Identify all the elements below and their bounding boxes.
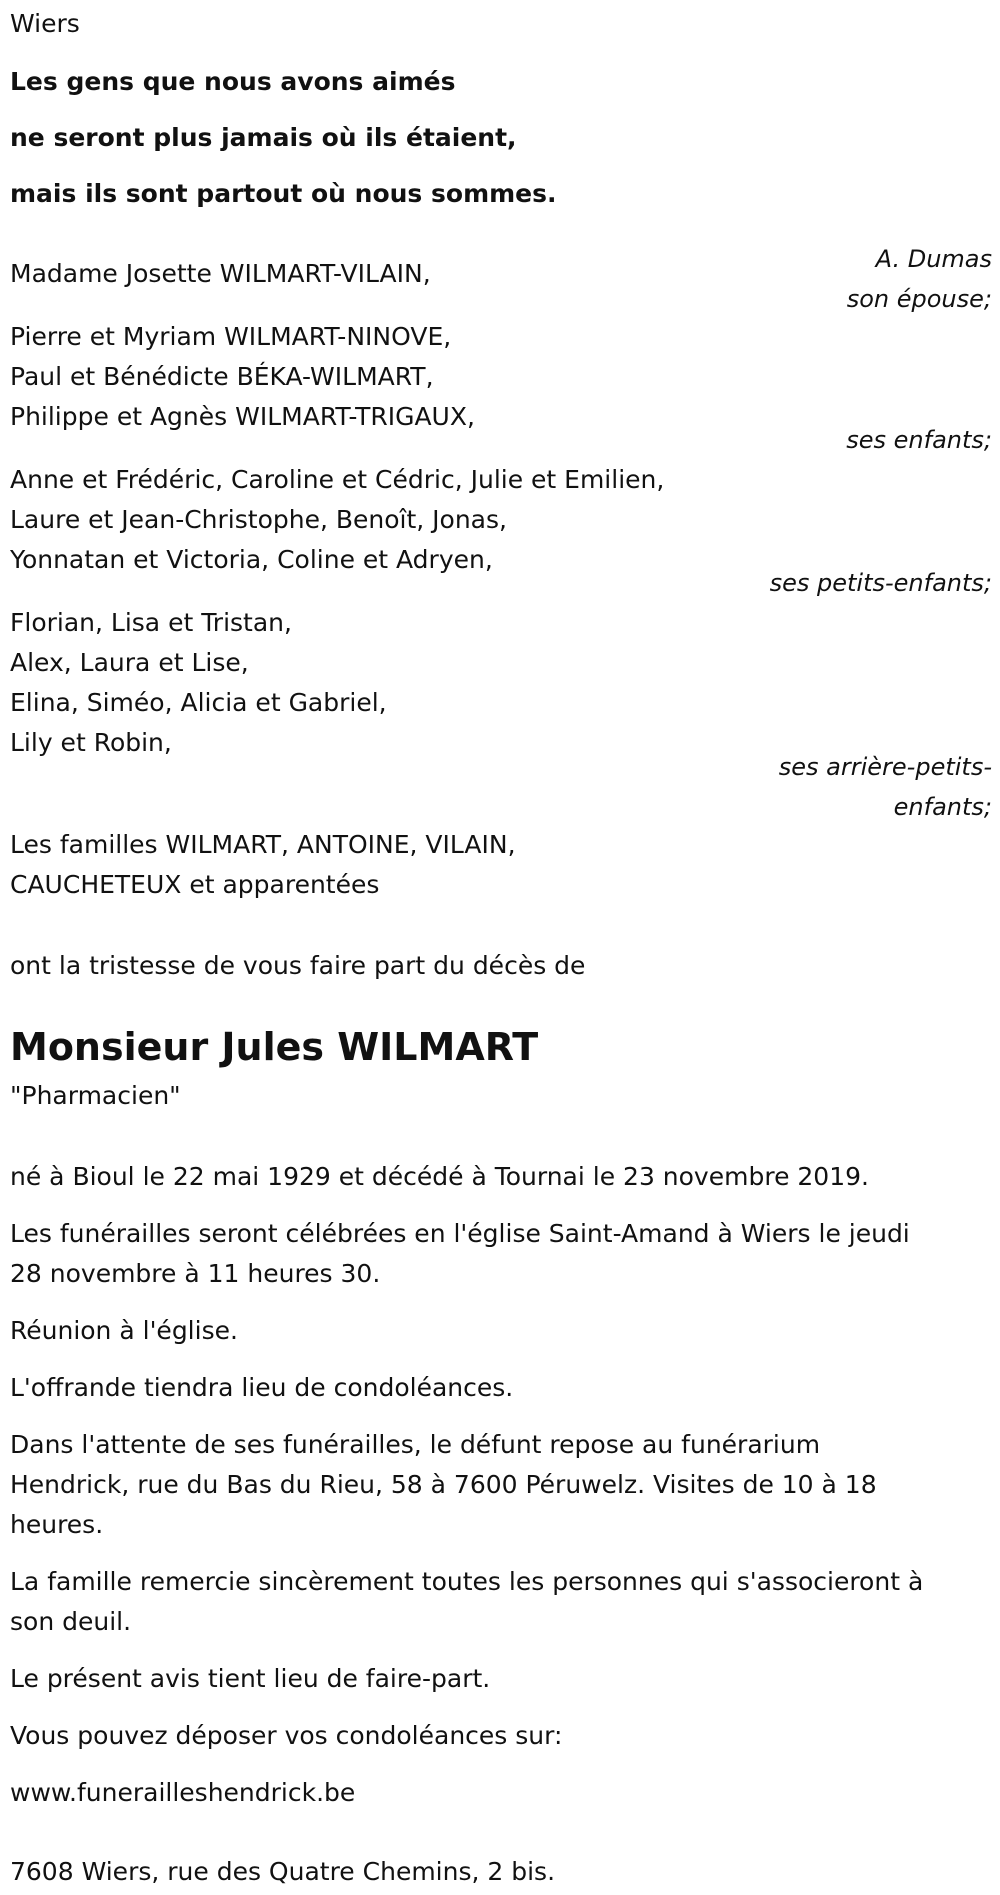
spouse-relation: son épouse; <box>846 285 992 313</box>
great-grandchildren-line-3: Elina, Siméo, Alicia et Gabriel, <box>10 688 387 717</box>
thanks-line-2: son deuil. <box>10 1607 132 1636</box>
condolences-intro: Vous pouvez déposer vos condoléances sur: <box>10 1721 563 1750</box>
deceased-name: Monsieur Jules WILMART <box>10 1025 539 1069</box>
children-line-1: Pierre et Myriam WILMART-NINOVE, <box>10 322 452 351</box>
children-relation: ses enfants; <box>846 426 992 454</box>
great-grandchildren-relation-1: ses arrière-petits- <box>778 753 992 781</box>
great-grandchildren-line-1: Florian, Lisa et Tristan, <box>10 608 292 637</box>
quote-line-3: mais ils sont partout où nous sommes. <box>10 179 557 208</box>
rest-line-1: Dans l'attente de ses funérailles, le défunt repose au funérarium <box>10 1430 821 1459</box>
spouse-line: Madame Josette WILMART-VILAIN, <box>10 259 431 288</box>
families-line-2: CAUCHETEUX et apparentées <box>10 870 380 899</box>
families-line-1: Les familles WILMART, ANTOINE, VILAIN, <box>10 830 516 859</box>
grandchildren-line-1: Anne et Frédéric, Caroline et Cédric, Julie et Emilien, <box>10 465 665 494</box>
offering-text: L'offrande tiendra lieu de condoléances. <box>10 1373 514 1402</box>
rest-line-2: Hendrick, rue du Bas du Rieu, 58 à 7600 Péruwelz. Visites de 10 à 18 <box>10 1470 877 1499</box>
notice-text: Le présent avis tient lieu de faire-part. <box>10 1664 491 1693</box>
location-label: Wiers <box>10 9 80 38</box>
great-grandchildren-relation-2: enfants; <box>893 793 992 821</box>
announcement-text: ont la tristesse de vous faire part du décès de <box>10 951 586 980</box>
grandchildren-relation: ses petits-enfants; <box>769 569 992 597</box>
quote-line-2: ne seront plus jamais où ils étaient, <box>10 123 517 152</box>
quote-line-1: Les gens que nous avons aimés <box>10 67 456 96</box>
website-link[interactable]: www.funerailleshendrick.be <box>10 1778 356 1807</box>
meeting-text: Réunion à l'église. <box>10 1316 238 1345</box>
great-grandchildren-line-2: Alex, Laura et Lise, <box>10 648 249 677</box>
deceased-title: "Pharmacien" <box>10 1081 181 1110</box>
quote-author: A. Dumas <box>875 245 992 273</box>
children-line-3: Philippe et Agnès WILMART-TRIGAUX, <box>10 402 475 431</box>
thanks-line-1: La famille remercie sincèrement toutes les personnes qui s'associeront à <box>10 1567 924 1596</box>
birth-death-text: né à Bioul le 22 mai 1929 et décédé à Tournai le 23 novembre 2019. <box>10 1162 869 1191</box>
funeral-line-2: 28 novembre à 11 heures 30. <box>10 1259 381 1288</box>
great-grandchildren-line-4: Lily et Robin, <box>10 728 172 757</box>
children-line-2: Paul et Bénédicte BÉKA-WILMART, <box>10 362 434 391</box>
grandchildren-line-3: Yonnatan et Victoria, Coline et Adryen, <box>10 545 493 574</box>
funeral-line-1: Les funérailles seront célébrées en l'église Saint-Amand à Wiers le jeudi <box>10 1219 910 1248</box>
address-text: 7608 Wiers, rue des Quatre Chemins, 2 bis. <box>10 1857 556 1886</box>
grandchildren-line-2: Laure et Jean-Christophe, Benoît, Jonas, <box>10 505 507 534</box>
rest-line-3: heures. <box>10 1510 104 1539</box>
